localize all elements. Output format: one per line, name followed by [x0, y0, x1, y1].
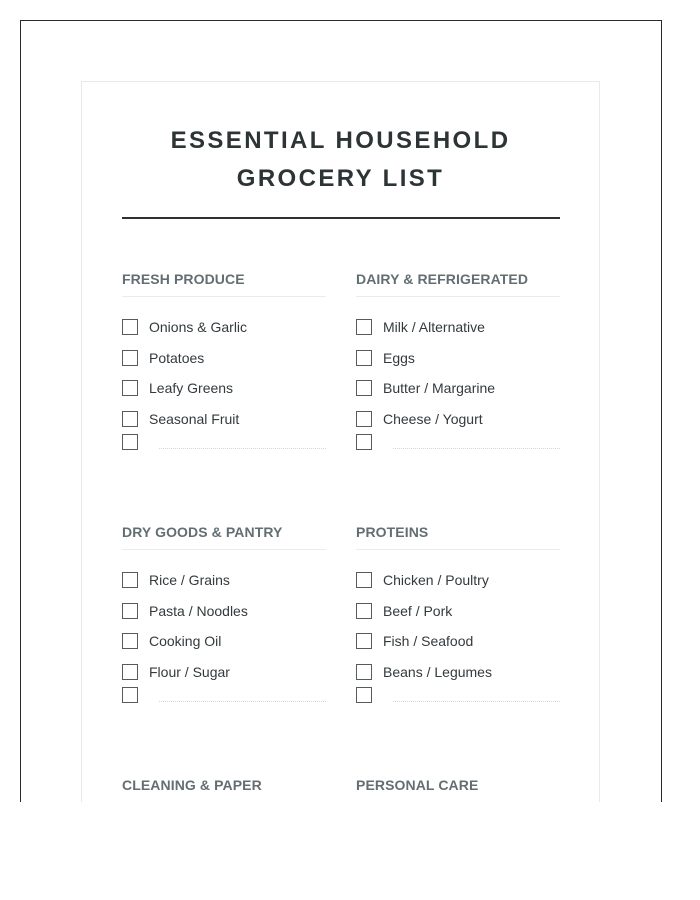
- blank-list-item[interactable]: [122, 434, 326, 458]
- section-fresh-produce: [122, 271, 326, 524]
- checkbox[interactable]: [122, 633, 138, 649]
- list-item[interactable]: [356, 373, 560, 404]
- item-list: [356, 565, 560, 711]
- title-divider: [122, 217, 560, 219]
- write-in-line[interactable]: [159, 448, 326, 449]
- item-list: [122, 565, 326, 711]
- title-line-2: GROCERY LIST: [236, 165, 445, 192]
- write-in-line[interactable]: [393, 701, 560, 702]
- page-title: [122, 122, 559, 198]
- checkbox[interactable]: [122, 319, 138, 335]
- blank-list-item[interactable]: [356, 687, 560, 711]
- list-item[interactable]: [356, 404, 560, 435]
- checkbox[interactable]: [122, 572, 138, 588]
- document-viewport[interactable]: [20, 20, 662, 802]
- item-label: Milk / Alternative: [383, 319, 485, 336]
- section-dry-goods-pantry: [122, 524, 326, 777]
- item-label: Beef / Pork: [383, 602, 453, 619]
- item-label: Potatoes: [149, 349, 205, 366]
- list-item[interactable]: [356, 596, 560, 627]
- item-label: Rice / Grains: [149, 572, 230, 589]
- checkbox[interactable]: [356, 350, 372, 366]
- checkbox[interactable]: [122, 380, 138, 396]
- checkbox[interactable]: [356, 434, 372, 450]
- title-line-1: ESSENTIAL HOUSEHOLD: [170, 127, 511, 154]
- checkbox[interactable]: [122, 603, 138, 619]
- list-item[interactable]: [356, 565, 560, 596]
- checkbox[interactable]: [122, 664, 138, 680]
- write-in-line[interactable]: [159, 701, 326, 702]
- checkbox[interactable]: [356, 319, 372, 335]
- checkbox[interactable]: [356, 411, 372, 427]
- write-in-line[interactable]: [393, 448, 560, 449]
- list-item[interactable]: [122, 596, 326, 627]
- blank-list-item[interactable]: [356, 434, 560, 458]
- blank-list-item[interactable]: [122, 687, 326, 711]
- list-item[interactable]: [122, 312, 326, 343]
- list-item[interactable]: [122, 404, 326, 435]
- list-item[interactable]: [356, 626, 560, 657]
- section-header: PERSONAL CARE: [356, 777, 560, 802]
- section-header: DRY GOODS & PANTRY: [122, 524, 326, 550]
- item-label: Cooking Oil: [149, 633, 222, 650]
- checkbox[interactable]: [356, 633, 372, 649]
- checkbox[interactable]: [122, 434, 138, 450]
- section-proteins: [356, 524, 560, 777]
- checkbox[interactable]: [356, 603, 372, 619]
- item-label: Beans / Legumes: [383, 663, 492, 680]
- item-label: Onions & Garlic: [149, 319, 248, 336]
- checkbox[interactable]: [356, 572, 372, 588]
- checkbox[interactable]: [356, 687, 372, 703]
- sections-grid: [122, 271, 559, 802]
- item-label: Seasonal Fruit: [149, 410, 240, 427]
- item-label: Eggs: [383, 349, 415, 366]
- list-item[interactable]: [356, 312, 560, 343]
- item-list: [356, 312, 560, 458]
- list-item[interactable]: [122, 373, 326, 404]
- list-item[interactable]: [356, 343, 560, 374]
- section-header: FRESH PRODUCE: [122, 271, 326, 297]
- checkbox[interactable]: [122, 411, 138, 427]
- list-item[interactable]: [122, 565, 326, 596]
- item-label: Pasta / Noodles: [149, 602, 248, 619]
- section-dairy-refrigerated: [356, 271, 560, 524]
- checkbox[interactable]: [356, 664, 372, 680]
- section-header: CLEANING & PAPER: [122, 777, 326, 802]
- item-label: Cheese / Yogurt: [383, 410, 483, 427]
- item-label: Flour / Sugar: [149, 663, 230, 680]
- checkbox[interactable]: [122, 687, 138, 703]
- checkbox[interactable]: [122, 350, 138, 366]
- item-label: Leafy Greens: [149, 380, 234, 397]
- item-label: Chicken / Poultry: [383, 572, 489, 589]
- section-header: DAIRY & REFRIGERATED: [356, 271, 560, 297]
- section-personal-care: [356, 777, 560, 802]
- item-label: Butter / Margarine: [383, 380, 496, 397]
- item-label: Fish / Seafood: [383, 633, 474, 650]
- item-list: [122, 312, 326, 458]
- section-cleaning-paper: [122, 777, 326, 802]
- checkbox[interactable]: [356, 380, 372, 396]
- list-item[interactable]: [122, 626, 326, 657]
- list-item[interactable]: [356, 657, 560, 688]
- list-item[interactable]: [122, 343, 326, 374]
- list-item[interactable]: [122, 657, 326, 688]
- grocery-list-card: [81, 81, 600, 802]
- section-header: PROTEINS: [356, 524, 560, 550]
